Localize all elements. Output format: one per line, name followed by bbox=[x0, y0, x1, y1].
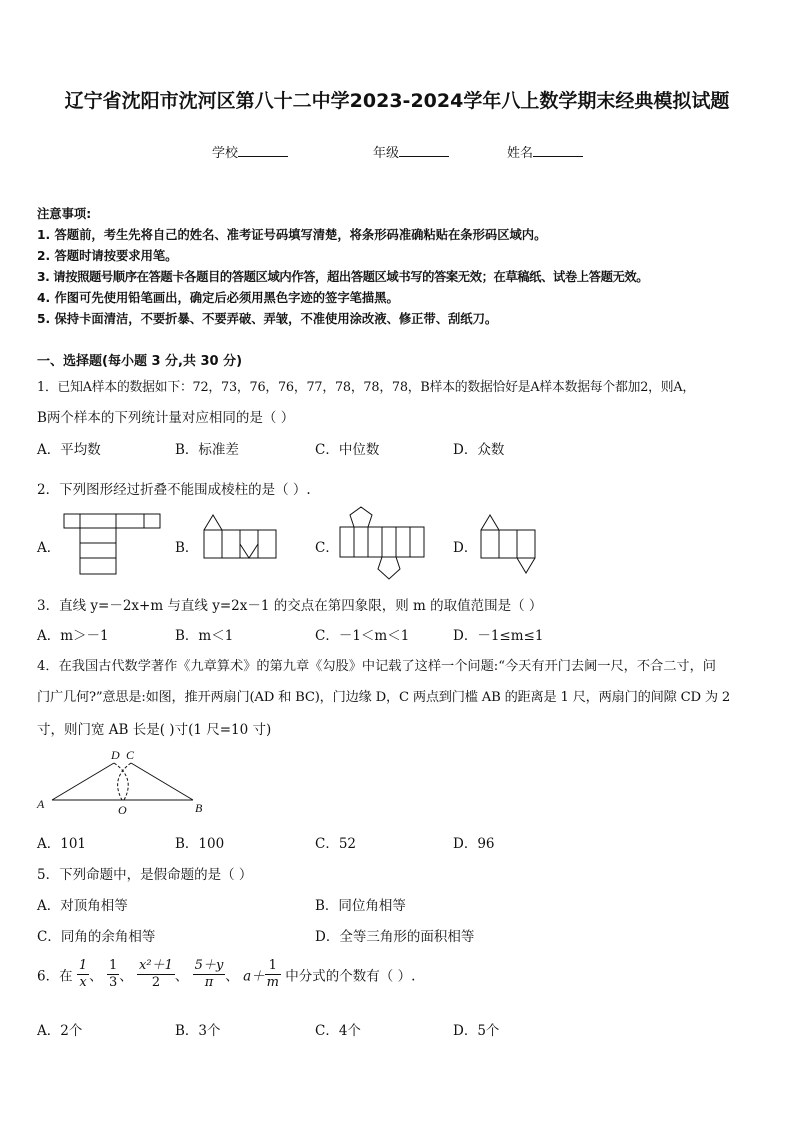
notes-block bbox=[37, 204, 648, 330]
q4-stem-line2: 门广几何?”意思是:如图，推开两扇门(AD 和 BC)，门边缘 D，C 两点到门槛 AB 的距离是 1 尺，两扇门的间隙 CD 为 2 bbox=[37, 690, 731, 705]
notes-item: 3. 请按照题号顺序在答题卡各题目的答题区域内作答，超出答题区域书写的答案无效；在草稿纸、试卷上答题无效。 bbox=[37, 270, 649, 284]
q5-option-b[interactable]: B．同位角相等 bbox=[315, 898, 406, 914]
q5-option-d[interactable]: D．全等三角形的面积相等 bbox=[315, 929, 475, 945]
a-plus: a＋ bbox=[243, 968, 265, 985]
q1-option-c[interactable]: C．中位数 bbox=[315, 442, 380, 458]
q6-option-a[interactable]: A．2个 bbox=[37, 1023, 83, 1039]
q2-net-c-figure bbox=[338, 505, 428, 583]
grade-label: 年级 bbox=[373, 146, 400, 161]
q2-option-b-label[interactable]: B． bbox=[175, 540, 199, 556]
fraction: $\frac{\text{x²＋1}}{2}$ bbox=[139, 958, 173, 990]
q5-option-c[interactable]: C．同角的余角相等 bbox=[37, 929, 156, 945]
notes-heading: 注意事项: bbox=[37, 207, 92, 221]
q1-option-a[interactable]: A．平均数 bbox=[37, 442, 101, 458]
point-o-label: O bbox=[118, 803, 127, 817]
q2-net-d-figure bbox=[478, 512, 548, 576]
q6-suffix: 中分式的个数有（ ）. bbox=[285, 968, 416, 985]
q6-prefix: 6．在 bbox=[37, 968, 73, 985]
q1-option-d[interactable]: D．众数 bbox=[453, 442, 505, 458]
q3-option-a[interactable]: A．m＞－1 bbox=[37, 628, 109, 644]
q2-net-b-figure bbox=[200, 512, 280, 562]
q6-stem: 6．在 $\frac{1}{x}$ 、 $\frac{1}{3}$ 、 $\frac{\text{x²＋1}}{2}$ 、 $\frac{5+y}{\pi}$ 、 a＋ $\frac{1}{m}$ 中分式的个数有（ ）. bbox=[37, 958, 416, 990]
section-heading: 一、选择题(每小题 3 分,共 30 分) bbox=[37, 354, 243, 369]
q6-option-b[interactable]: B．3个 bbox=[175, 1023, 221, 1039]
q6-option-d[interactable]: D．5个 bbox=[453, 1023, 500, 1039]
point-c-label: C bbox=[126, 748, 135, 762]
q4-option-a[interactable]: A．101 bbox=[37, 836, 87, 852]
point-a-label: A bbox=[37, 797, 45, 811]
q3-option-c[interactable]: C．－1＜m＜1 bbox=[315, 628, 410, 644]
q5-option-a[interactable]: A．对顶角相等 bbox=[37, 898, 128, 914]
q3-option-d[interactable]: D．－1≤m≤1 bbox=[453, 628, 544, 644]
notes-item: 2. 答题时请按要求用笔。 bbox=[37, 249, 178, 263]
q3-stem: 3．直线 y=－2x+m 与直线 y=2x－1 的交点在第四象限，则 m 的取值范围是（ ） bbox=[37, 598, 543, 614]
q2-option-c-label[interactable]: C． bbox=[315, 540, 339, 556]
q2-option-a-label[interactable]: A． bbox=[37, 540, 61, 556]
notes-item: 4. 作图可先使用铅笔画出，确定后必须用黑色字迹的签字笔描黑。 bbox=[37, 291, 399, 305]
name-label: 姓名 bbox=[507, 146, 534, 161]
q2-stem: 2．下列图形经过折叠不能围成棱柱的是（ ）. bbox=[37, 482, 311, 498]
q4-option-c[interactable]: C．52 bbox=[315, 836, 357, 852]
point-b-label: B bbox=[195, 801, 203, 815]
exam-title: 辽宁省沈阳市沈河区第八十二中学2023-2024学年八上数学期末经典模拟试题 bbox=[64, 90, 730, 112]
q5-stem: 5．下列命题中，是假命题的是（ ） bbox=[37, 867, 253, 883]
q2-option-d-label[interactable]: D． bbox=[453, 540, 478, 556]
q4-option-b[interactable]: B．100 bbox=[175, 836, 225, 852]
point-d-label: D bbox=[111, 748, 120, 762]
school-field[interactable] bbox=[212, 142, 288, 161]
q6-option-c[interactable]: C．4个 bbox=[315, 1023, 361, 1039]
fraction: $\frac{1}{m}$ bbox=[266, 958, 279, 990]
notes-item: 1. 答题前，考生先将自己的姓名、准考证号码填写清楚，将条形码准确粘贴在条形码区域内。 bbox=[37, 228, 547, 242]
fraction: $\frac{1}{3}$ bbox=[108, 958, 118, 990]
q4-stem-line3: 寸，则门宽 AB 长是( )寸(1 尺=10 寸) bbox=[37, 722, 272, 738]
q1-stem-line2: B两个样本的下列统计量对应相同的是（ ） bbox=[37, 410, 295, 426]
q4-door-figure bbox=[36, 744, 216, 820]
q1-option-b[interactable]: B．标准差 bbox=[175, 442, 239, 458]
name-field[interactable] bbox=[507, 142, 583, 161]
notes-item: 5. 保持卡面清洁，不要折暴、不要弄破、弄皱，不准使用涂改液、修正带、刮纸刀。 bbox=[37, 312, 498, 326]
school-label: 学校 bbox=[212, 146, 239, 161]
q2-net-a-figure bbox=[62, 512, 162, 578]
grade-field[interactable] bbox=[373, 142, 449, 161]
fraction: $\frac{1}{x}$ bbox=[78, 958, 88, 990]
q4-stem-line1: 4．在我国古代数学著作《九章算术》的第九章《勾股》中记载了这样一个问题:“今天有开门去阃一尺，不合二寸，问 bbox=[37, 659, 716, 674]
q1-stem-line1: 1．已知A样本的数据如下：72，73，76，76，77，78，78，78，B样本的数据恰好是A样本数据每个都加2，则A， bbox=[37, 380, 695, 395]
q4-option-d[interactable]: D．96 bbox=[453, 836, 495, 852]
q3-option-b[interactable]: B．m＜1 bbox=[175, 628, 234, 644]
fraction: $\frac{5+y}{\pi}$ bbox=[194, 958, 224, 990]
